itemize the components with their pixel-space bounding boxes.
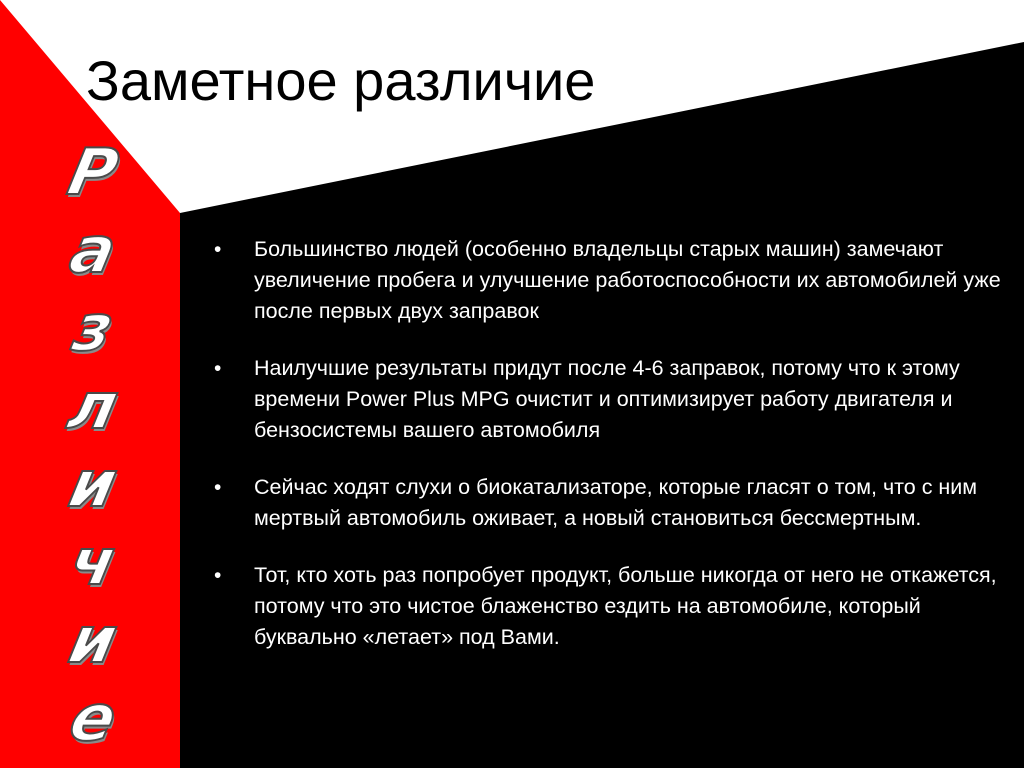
vertical-letter: з <box>66 292 120 366</box>
vertical-letter: а <box>63 214 123 288</box>
bullet-list <box>210 234 1010 679</box>
slide-title: Заметное различие <box>86 49 596 112</box>
bullet-item <box>210 353 1010 446</box>
vertical-word-decoration <box>18 134 168 758</box>
bullet-text: Сейчас ходят слухи о биокатализаторе, которые гласят о том, что с ним мертвый автомобиль оживает, а новый становиться бессмертным. <box>254 475 978 530</box>
vertical-letter: и <box>62 604 124 678</box>
bullet-dot: • <box>214 357 222 380</box>
bullet-item <box>210 560 1010 653</box>
vertical-letter: и <box>62 448 124 522</box>
bullet-item <box>210 234 1010 327</box>
bullet-dot: • <box>214 238 222 261</box>
bullet-text: Тот, кто хоть раз попробует продукт, больше никогда от него не откажется, потому что это чистое блаженство ездить на автомобиле, который буквально «летает» под Вами. <box>254 563 997 649</box>
bullet-dot: • <box>214 476 222 499</box>
bullet-text: Наилучшие результаты придут после 4-6 заправок, потому что к этому времени Power Plus MPG очистит и оптимизирует работу двигателя и бензосистемы вашего автомобиля <box>254 356 960 442</box>
bullet-text: Большинство людей (особенно владельцы старых машин) замечают увеличение пробега и улучшение работоспособности их автомобилей уже после первых двух заправок <box>254 237 1001 323</box>
vertical-letter: е <box>63 682 123 756</box>
bullet-dot: • <box>214 564 222 587</box>
vertical-letter: Р <box>61 136 125 210</box>
vertical-letter: ч <box>63 526 123 600</box>
vertical-letter: л <box>61 370 125 444</box>
bullet-item <box>210 472 1010 534</box>
